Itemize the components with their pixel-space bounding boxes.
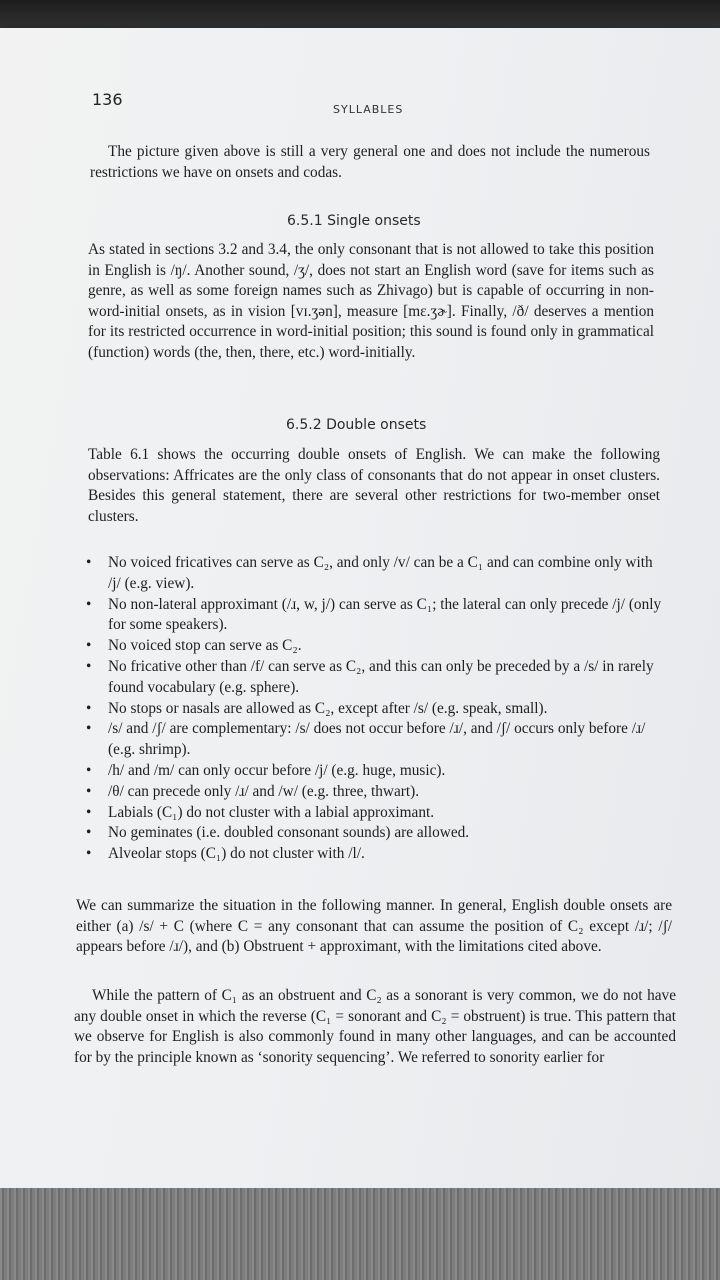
list-item: • /h/ and /m/ can only occur before /j/ (e.g. huge, music). xyxy=(86,761,664,782)
list-item: • No stops or nasals are allowed as C₂, except after /s/ (e.g. speak, small). xyxy=(86,699,664,720)
list-item: • No non-lateral approximant (/ɹ, w, j/) can serve as C₁; the lateral can only precede /j/ (only for some speakers). xyxy=(86,595,664,637)
page-number: 136 xyxy=(92,90,123,109)
background-floor xyxy=(0,1188,720,1280)
list-item: • No geminates (i.e. doubled consonant sounds) are allowed. xyxy=(86,823,664,844)
list-item: • /s/ and /ʃ/ are complementary: /s/ does not occur before /ɹ/, and /ʃ/ occurs only before /ɹ/ (e.g. shrimp). xyxy=(86,719,664,761)
single-onsets-paragraph: As stated in sections 3.2 and 3.4, the only consonant that is not allowed to take this position in English is /ŋ/. Another sound, /ʒ/, does not start an English word (save for items such as genre, as well as some foreign names such as Zhivago) but is capable of occurring in non-word-initial onsets, as in vision [vɪ.ʒən], measure [mɛ.ʒɚ]. Finally, /ð/ deserves a mention for its restricted occurrence in word-initial position; this sound is found only in grammatical (function) words (the, then, there, etc.) word-initially. xyxy=(88,241,654,361)
closing-paragraph: While the pattern of C₁ as an obstruent and C₂ as a sonorant is very common, we do not have any double onset in which the reverse (C₁ = sonorant and C₂ = obstruent) is true. This pattern that we observe for English is also commonly found in many other languages, and can be accounted for by the principle known as ‘sonority sequencing’. We referred to sonority earlier for xyxy=(74,987,676,1066)
list-item: • Labials (C₁) do not cluster with a labial approximant. xyxy=(86,803,664,824)
section-heading-single-onsets: 6.5.1 Single onsets xyxy=(287,213,421,229)
section-heading-double-onsets: 6.5.2 Double onsets xyxy=(286,417,427,433)
list-item: • /θ/ can precede only /ɹ/ and /w/ (e.g. three, thwart). xyxy=(86,782,664,803)
list-item: • No voiced stop can serve as C₂. xyxy=(86,636,664,657)
running-head: SYLLABLES xyxy=(333,103,404,116)
list-item: • Alveolar stops (C₁) do not cluster with /l/. xyxy=(86,844,664,865)
list-item: • No voiced fricatives can serve as C₂, and only /v/ can be a C₁ and can combine only with /j/ (e.g. view). xyxy=(86,553,664,595)
list-item: • No fricative other than /f/ can serve as C₂, and this can only be preceded by a /s/ in rarely found vocabulary (e.g. sphere). xyxy=(86,657,664,699)
restriction-list xyxy=(86,553,664,865)
double-onsets-paragraph: Table 6.1 shows the occurring double onsets of English. We can make the following observations: Affricates are the only class of consonants that do not appear in onset clusters. Besides this general statement, there are several other restrictions for two-member onset clusters. xyxy=(88,446,660,525)
intro-paragraph: The picture given above is still a very general one and does not include the numerous restrictions we have on onsets and codas. xyxy=(90,143,650,181)
summary-paragraph: We can summarize the situation in the following manner. In general, English double onsets are either (a) /s/ + C (where C = any consonant that can assume the position of C₂ except /ɹ/; /ʃ/ appears before /ɹ/), and (b) Obstruent + approximant, with the limitations cited above. xyxy=(76,897,672,955)
